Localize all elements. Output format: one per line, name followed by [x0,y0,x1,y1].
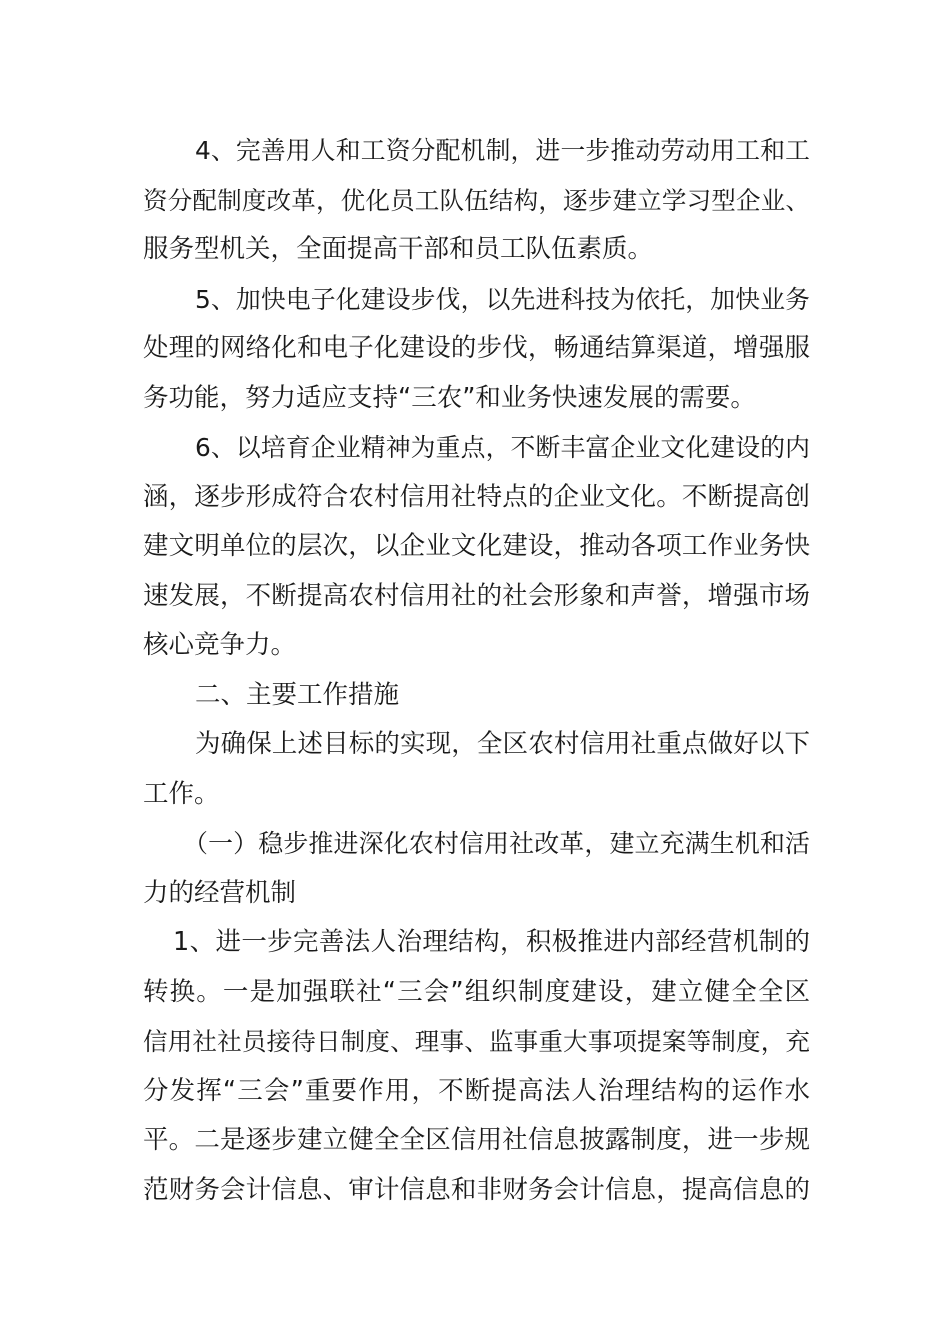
text-line: 务功能，努力适应支持“三农”和业务快速发展的需要。 [143,382,756,413]
text-line: 核心竞争力。 [143,630,297,660]
text-line: 6、以培育企业精神为重点，不断丰富企业文化建设的内 [195,433,810,462]
text-line: 1、进一步完善法人治理结构，积极推进内部经营机制的 [173,927,810,957]
text-line: 信用社社员接待日制度、理事、监事重大事项提案等制度，充 [143,1027,810,1056]
text-line: 建文明单位的层次，以企业文化建设，推动各项工作业务快 [143,531,810,561]
text-line: 分发挥“三会”重要作用，不断提高法人治理结构的运作水 [143,1075,810,1106]
text-line: 平。二是逐步建立健全全区信用社信息披露制度，进一步规 [143,1125,810,1155]
text-line: 服务型机关，全面提高干部和员工队伍素质。 [143,234,654,264]
text-line: 转换。一是加强联社“三会”组织制度建设，建立健全全区 [143,976,810,1007]
text-line: （一）稳步推进深化农村信用社改革，建立充满生机和活 [183,829,810,858]
text-line: 涵，逐步形成符合农村信用社特点的企业文化。不断提高创 [143,481,810,512]
text-line: 二、主要工作措施 [195,679,400,710]
text-line: 为确保上述目标的实现，全区农村信用社重点做好以下 [195,729,810,759]
text-line: 5、加快电子化建设步伐，以先进科技为依托，加快业务 [195,284,810,314]
text-line: 处理的网络化和电子化建设的步伐，畅通结算渠道，增强服 [143,333,810,363]
text-line: 工作。 [143,778,220,809]
document-body [143,126,810,1215]
text-line: 速发展，不断提高农村信用社的社会形象和声誉，增强市场 [143,580,810,611]
text-line: 范财务会计信息、审计信息和非财务会计信息，提高信息的 [143,1174,810,1205]
text-line: 力的经营机制 [143,877,297,908]
text-line: 资分配制度改革，优化员工队伍结构，逐步建立学习型企业、 [143,185,810,215]
text-line: 4、完善用人和工资分配机制，进一步推动劳动用工和工 [195,136,810,165]
